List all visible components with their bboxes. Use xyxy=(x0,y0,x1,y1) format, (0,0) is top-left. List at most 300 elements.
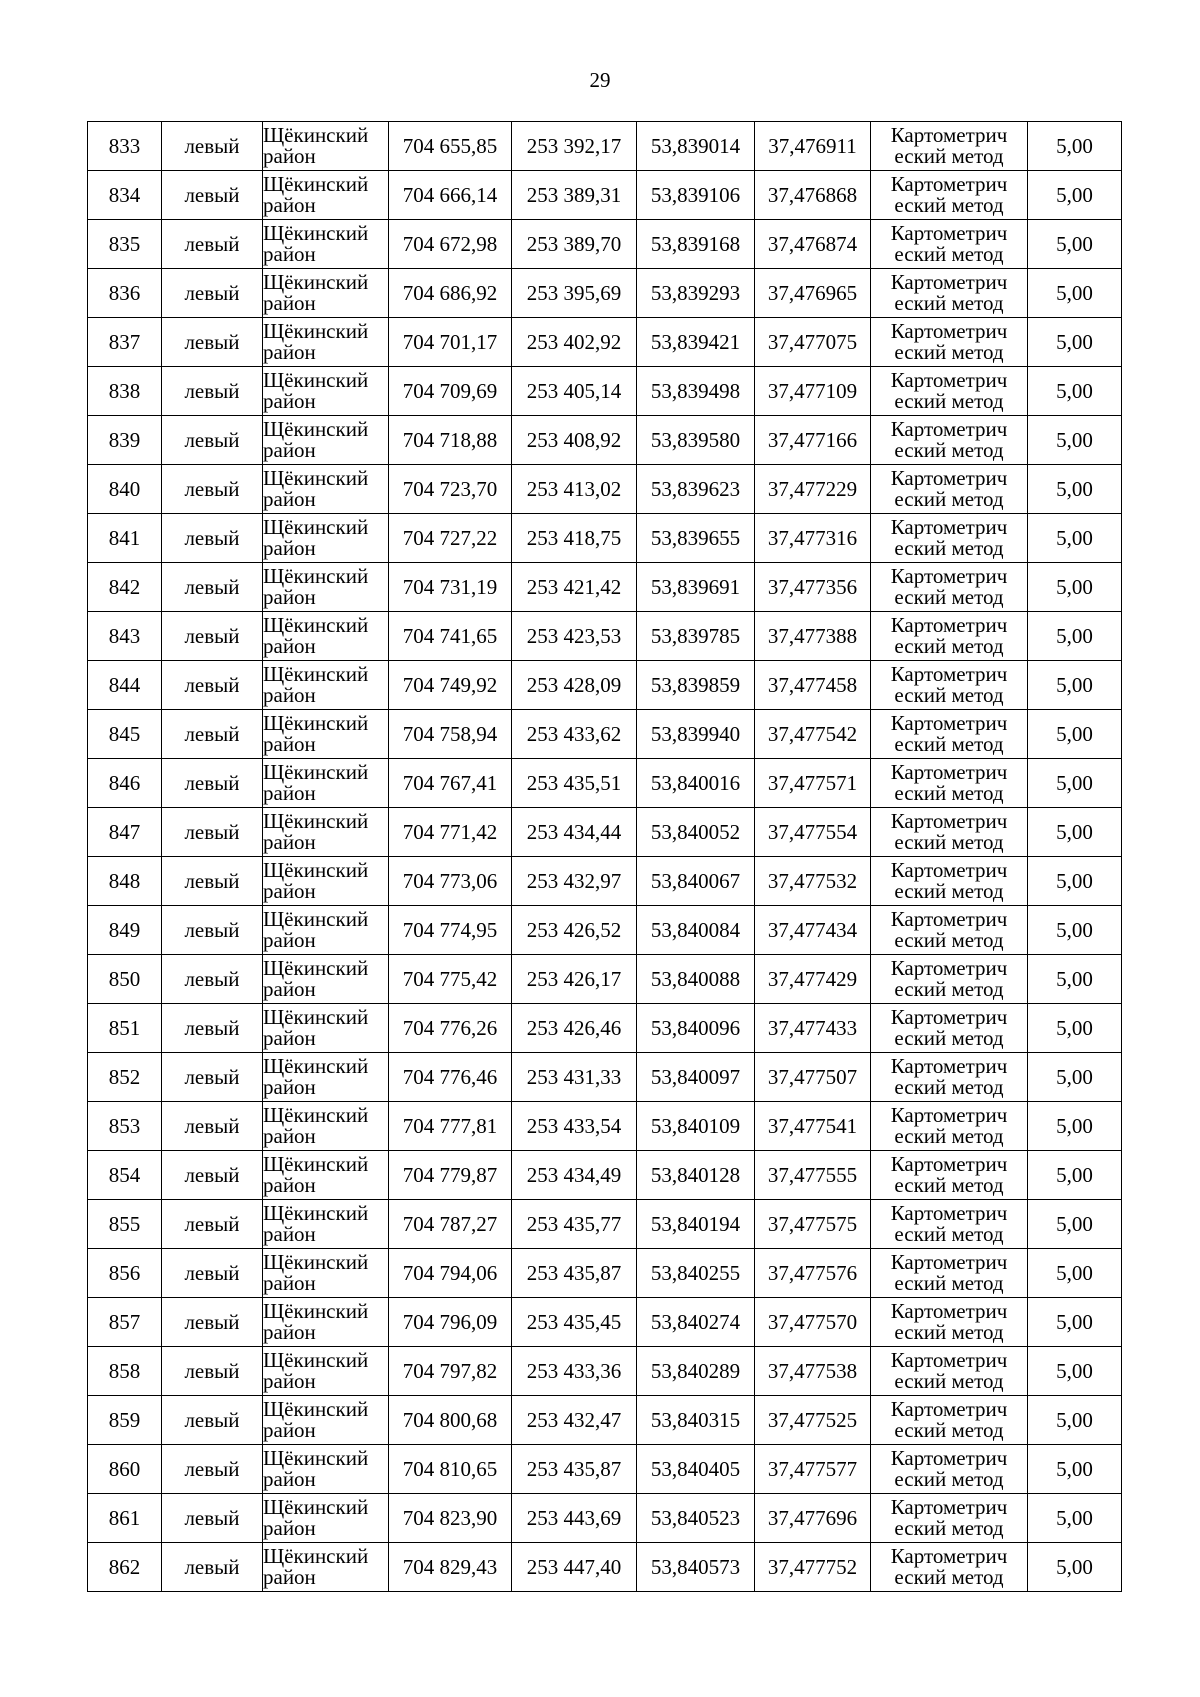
accuracy-cell: 5,00 xyxy=(1028,1494,1122,1543)
district-cell xyxy=(263,759,389,808)
y-coordinate-cell: 253 432,47 xyxy=(512,1396,637,1445)
district-line-2: район xyxy=(263,1565,316,1589)
y-coordinate-cell: 253 435,77 xyxy=(512,1200,637,1249)
table-row xyxy=(88,710,1122,759)
latitude-cell: 53,840088 xyxy=(637,955,755,1004)
table-row xyxy=(88,514,1122,563)
table-row xyxy=(88,906,1122,955)
longitude-cell: 37,477507 xyxy=(755,1053,871,1102)
method-cell xyxy=(871,1053,1028,1102)
method-cell xyxy=(871,808,1028,857)
point-number-cell: 860 xyxy=(88,1445,162,1494)
district-line-1: Щёкинский xyxy=(263,1299,369,1323)
latitude-cell: 53,840128 xyxy=(637,1151,755,1200)
point-number-cell: 841 xyxy=(88,514,162,563)
district-line-2: район xyxy=(263,585,316,609)
method-line-2: еский метод xyxy=(894,1271,1004,1295)
method-line-2: еский метод xyxy=(894,438,1004,462)
latitude-cell: 53,840109 xyxy=(637,1102,755,1151)
longitude-cell: 37,477575 xyxy=(755,1200,871,1249)
method-cell xyxy=(871,955,1028,1004)
district-line-2: район xyxy=(263,1418,316,1442)
method-line-2: еский метод xyxy=(894,879,1004,903)
method-line-2: еский метод xyxy=(894,340,1004,364)
table-row xyxy=(88,1151,1122,1200)
district-cell xyxy=(263,269,389,318)
bank-side-cell: левый xyxy=(162,171,263,220)
point-number-cell: 836 xyxy=(88,269,162,318)
method-cell xyxy=(871,220,1028,269)
point-number-cell: 853 xyxy=(88,1102,162,1151)
bank-side-cell: левый xyxy=(162,1494,263,1543)
y-coordinate-cell: 253 433,62 xyxy=(512,710,637,759)
district-line-2: район xyxy=(263,683,316,707)
bank-side-cell: левый xyxy=(162,808,263,857)
table-row xyxy=(88,1396,1122,1445)
x-coordinate-cell: 704 749,92 xyxy=(389,661,512,710)
method-line-1: Картометрич xyxy=(890,809,1008,833)
point-number-cell: 854 xyxy=(88,1151,162,1200)
method-line-2: еский метод xyxy=(894,144,1004,168)
method-cell xyxy=(871,1249,1028,1298)
latitude-cell: 53,839785 xyxy=(637,612,755,661)
x-coordinate-cell: 704 731,19 xyxy=(389,563,512,612)
method-line-2: еский метод xyxy=(894,536,1004,560)
latitude-cell: 53,840315 xyxy=(637,1396,755,1445)
x-coordinate-cell: 704 773,06 xyxy=(389,857,512,906)
method-line-1: Картометрич xyxy=(890,613,1008,637)
table-row xyxy=(88,220,1122,269)
method-line-1: Картометрич xyxy=(890,515,1008,539)
district-cell xyxy=(263,1396,389,1445)
district-line-2: район xyxy=(263,1369,316,1393)
method-line-1: Картометрич xyxy=(890,1005,1008,1029)
bank-side-cell: левый xyxy=(162,465,263,514)
bank-side-cell: левый xyxy=(162,661,263,710)
x-coordinate-cell: 704 797,82 xyxy=(389,1347,512,1396)
method-line-1: Картометрич xyxy=(890,1495,1008,1519)
accuracy-cell: 5,00 xyxy=(1028,1004,1122,1053)
point-number-cell: 837 xyxy=(88,318,162,367)
latitude-cell: 53,840097 xyxy=(637,1053,755,1102)
method-line-2: еский метод xyxy=(894,1516,1004,1540)
bank-side-cell: левый xyxy=(162,514,263,563)
district-line-1: Щёкинский xyxy=(263,1250,369,1274)
method-line-1: Картометрич xyxy=(890,319,1008,343)
method-cell xyxy=(871,1543,1028,1592)
latitude-cell: 53,839580 xyxy=(637,416,755,465)
longitude-cell: 37,476911 xyxy=(755,122,871,171)
y-coordinate-cell: 253 389,31 xyxy=(512,171,637,220)
district-line-1: Щёкинский xyxy=(263,1103,369,1127)
bank-side-cell: левый xyxy=(162,1298,263,1347)
accuracy-cell: 5,00 xyxy=(1028,808,1122,857)
district-cell xyxy=(263,710,389,759)
point-number-cell: 835 xyxy=(88,220,162,269)
x-coordinate-cell: 704 779,87 xyxy=(389,1151,512,1200)
point-number-cell: 833 xyxy=(88,122,162,171)
method-line-2: еский метод xyxy=(894,732,1004,756)
y-coordinate-cell: 253 433,36 xyxy=(512,1347,637,1396)
accuracy-cell: 5,00 xyxy=(1028,1445,1122,1494)
district-cell xyxy=(263,661,389,710)
longitude-cell: 37,477555 xyxy=(755,1151,871,1200)
x-coordinate-cell: 704 758,94 xyxy=(389,710,512,759)
x-coordinate-cell: 704 796,09 xyxy=(389,1298,512,1347)
district-line-2: район xyxy=(263,928,316,952)
latitude-cell: 53,840084 xyxy=(637,906,755,955)
method-cell xyxy=(871,1004,1028,1053)
longitude-cell: 37,477229 xyxy=(755,465,871,514)
accuracy-cell: 5,00 xyxy=(1028,710,1122,759)
bank-side-cell: левый xyxy=(162,759,263,808)
district-line-2: район xyxy=(263,1320,316,1344)
district-line-2: район xyxy=(263,291,316,315)
district-cell xyxy=(263,122,389,171)
longitude-cell: 37,477075 xyxy=(755,318,871,367)
accuracy-cell: 5,00 xyxy=(1028,1053,1122,1102)
table-row xyxy=(88,1249,1122,1298)
method-line-2: еский метод xyxy=(894,1222,1004,1246)
method-line-2: еский метод xyxy=(894,928,1004,952)
method-line-1: Картометрич xyxy=(890,123,1008,147)
y-coordinate-cell: 253 413,02 xyxy=(512,465,637,514)
method-line-2: еский метод xyxy=(894,977,1004,1001)
latitude-cell: 53,839498 xyxy=(637,367,755,416)
method-cell xyxy=(871,1347,1028,1396)
district-cell xyxy=(263,612,389,661)
y-coordinate-cell: 253 432,97 xyxy=(512,857,637,906)
longitude-cell: 37,476874 xyxy=(755,220,871,269)
longitude-cell: 37,477109 xyxy=(755,367,871,416)
district-line-2: район xyxy=(263,781,316,805)
district-line-2: район xyxy=(263,438,316,462)
point-number-cell: 861 xyxy=(88,1494,162,1543)
district-cell xyxy=(263,857,389,906)
accuracy-cell: 5,00 xyxy=(1028,906,1122,955)
point-number-cell: 840 xyxy=(88,465,162,514)
district-line-1: Щёкинский xyxy=(263,515,369,539)
bank-side-cell: левый xyxy=(162,563,263,612)
method-line-1: Картометрич xyxy=(890,1348,1008,1372)
bank-side-cell: левый xyxy=(162,1347,263,1396)
method-line-1: Картометрич xyxy=(890,907,1008,931)
bank-side-cell: левый xyxy=(162,1200,263,1249)
latitude-cell: 53,840194 xyxy=(637,1200,755,1249)
accuracy-cell: 5,00 xyxy=(1028,269,1122,318)
district-cell xyxy=(263,1004,389,1053)
method-cell xyxy=(871,367,1028,416)
table-row xyxy=(88,465,1122,514)
longitude-cell: 37,476965 xyxy=(755,269,871,318)
district-line-1: Щёкинский xyxy=(263,123,369,147)
table-row xyxy=(88,1200,1122,1249)
accuracy-cell: 5,00 xyxy=(1028,857,1122,906)
district-line-2: район xyxy=(263,1271,316,1295)
method-line-1: Картометрич xyxy=(890,1397,1008,1421)
point-number-cell: 844 xyxy=(88,661,162,710)
district-line-1: Щёкинский xyxy=(263,1054,369,1078)
table-row xyxy=(88,171,1122,220)
district-line-2: район xyxy=(263,830,316,854)
longitude-cell: 37,477542 xyxy=(755,710,871,759)
x-coordinate-cell: 704 727,22 xyxy=(389,514,512,563)
x-coordinate-cell: 704 777,81 xyxy=(389,1102,512,1151)
longitude-cell: 37,477696 xyxy=(755,1494,871,1543)
bank-side-cell: левый xyxy=(162,1249,263,1298)
latitude-cell: 53,839014 xyxy=(637,122,755,171)
x-coordinate-cell: 704 800,68 xyxy=(389,1396,512,1445)
bank-side-cell: левый xyxy=(162,1543,263,1592)
method-cell xyxy=(871,710,1028,759)
district-line-2: район xyxy=(263,879,316,903)
district-line-1: Щёкинский xyxy=(263,662,369,686)
table-row xyxy=(88,1053,1122,1102)
page-number: 29 xyxy=(589,68,611,92)
accuracy-cell: 5,00 xyxy=(1028,416,1122,465)
district-cell xyxy=(263,808,389,857)
latitude-cell: 53,839106 xyxy=(637,171,755,220)
district-line-2: район xyxy=(263,634,316,658)
y-coordinate-cell: 253 426,46 xyxy=(512,1004,637,1053)
district-line-2: район xyxy=(263,1467,316,1491)
method-line-2: еский метод xyxy=(894,193,1004,217)
x-coordinate-cell: 704 823,90 xyxy=(389,1494,512,1543)
method-cell xyxy=(871,318,1028,367)
longitude-cell: 37,477433 xyxy=(755,1004,871,1053)
bank-side-cell: левый xyxy=(162,857,263,906)
method-line-1: Картометрич xyxy=(890,662,1008,686)
bank-side-cell: левый xyxy=(162,710,263,759)
x-coordinate-cell: 704 787,27 xyxy=(389,1200,512,1249)
method-line-2: еский метод xyxy=(894,585,1004,609)
accuracy-cell: 5,00 xyxy=(1028,1543,1122,1592)
district-cell xyxy=(263,367,389,416)
point-number-cell: 856 xyxy=(88,1249,162,1298)
bank-side-cell: левый xyxy=(162,1445,263,1494)
bank-side-cell: левый xyxy=(162,269,263,318)
latitude-cell: 53,840016 xyxy=(637,759,755,808)
point-number-cell: 838 xyxy=(88,367,162,416)
longitude-cell: 37,477388 xyxy=(755,612,871,661)
district-cell xyxy=(263,1494,389,1543)
table-row xyxy=(88,1494,1122,1543)
district-cell xyxy=(263,1200,389,1249)
bank-side-cell: левый xyxy=(162,1396,263,1445)
table-row xyxy=(88,563,1122,612)
method-line-1: Картометрич xyxy=(890,1201,1008,1225)
longitude-cell: 37,477576 xyxy=(755,1249,871,1298)
table-row xyxy=(88,955,1122,1004)
y-coordinate-cell: 253 435,87 xyxy=(512,1445,637,1494)
method-cell xyxy=(871,1298,1028,1347)
method-line-2: еский метод xyxy=(894,634,1004,658)
method-line-1: Картометрич xyxy=(890,221,1008,245)
x-coordinate-cell: 704 723,70 xyxy=(389,465,512,514)
method-line-1: Картометрич xyxy=(890,564,1008,588)
table-row xyxy=(88,759,1122,808)
district-line-1: Щёкинский xyxy=(263,1544,369,1568)
district-line-1: Щёкинский xyxy=(263,172,369,196)
x-coordinate-cell: 704 776,26 xyxy=(389,1004,512,1053)
district-line-2: район xyxy=(263,1124,316,1148)
district-line-1: Щёкинский xyxy=(263,613,369,637)
bank-side-cell: левый xyxy=(162,1102,263,1151)
district-line-2: район xyxy=(263,536,316,560)
accuracy-cell: 5,00 xyxy=(1028,367,1122,416)
bank-side-cell: левый xyxy=(162,318,263,367)
method-line-1: Картометрич xyxy=(890,417,1008,441)
bank-side-cell: левый xyxy=(162,122,263,171)
method-line-2: еский метод xyxy=(894,781,1004,805)
district-line-1: Щёкинский xyxy=(263,319,369,343)
longitude-cell: 37,477554 xyxy=(755,808,871,857)
district-cell xyxy=(263,1445,389,1494)
longitude-cell: 37,477752 xyxy=(755,1543,871,1592)
point-number-cell: 852 xyxy=(88,1053,162,1102)
latitude-cell: 53,840255 xyxy=(637,1249,755,1298)
method-cell xyxy=(871,1445,1028,1494)
point-number-cell: 839 xyxy=(88,416,162,465)
method-line-1: Картометрич xyxy=(890,270,1008,294)
district-cell xyxy=(263,1102,389,1151)
bank-side-cell: левый xyxy=(162,367,263,416)
method-line-1: Картометрич xyxy=(890,1250,1008,1274)
method-line-2: еский метод xyxy=(894,1124,1004,1148)
accuracy-cell: 5,00 xyxy=(1028,1200,1122,1249)
x-coordinate-cell: 704 655,85 xyxy=(389,122,512,171)
longitude-cell: 37,477429 xyxy=(755,955,871,1004)
y-coordinate-cell: 253 435,51 xyxy=(512,759,637,808)
point-number-cell: 842 xyxy=(88,563,162,612)
longitude-cell: 37,477570 xyxy=(755,1298,871,1347)
table-row xyxy=(88,1445,1122,1494)
y-coordinate-cell: 253 426,17 xyxy=(512,955,637,1004)
table-row xyxy=(88,1347,1122,1396)
latitude-cell: 53,840405 xyxy=(637,1445,755,1494)
accuracy-cell: 5,00 xyxy=(1028,1102,1122,1151)
y-coordinate-cell: 253 434,49 xyxy=(512,1151,637,1200)
bank-side-cell: левый xyxy=(162,1053,263,1102)
district-line-1: Щёкинский xyxy=(263,907,369,931)
point-number-cell: 851 xyxy=(88,1004,162,1053)
latitude-cell: 53,839293 xyxy=(637,269,755,318)
district-cell xyxy=(263,1298,389,1347)
method-line-1: Картометрич xyxy=(890,1544,1008,1568)
y-coordinate-cell: 253 423,53 xyxy=(512,612,637,661)
district-cell xyxy=(263,1543,389,1592)
table-row xyxy=(88,1543,1122,1592)
method-line-1: Картометрич xyxy=(890,956,1008,980)
bank-side-cell: левый xyxy=(162,955,263,1004)
method-cell xyxy=(871,1102,1028,1151)
method-line-2: еский метод xyxy=(894,1026,1004,1050)
district-line-2: район xyxy=(263,193,316,217)
method-line-2: еский метод xyxy=(894,1418,1004,1442)
longitude-cell: 37,477525 xyxy=(755,1396,871,1445)
district-line-2: район xyxy=(263,1173,316,1197)
point-number-cell: 843 xyxy=(88,612,162,661)
method-line-2: еский метод xyxy=(894,1075,1004,1099)
bank-side-cell: левый xyxy=(162,416,263,465)
y-coordinate-cell: 253 435,45 xyxy=(512,1298,637,1347)
longitude-cell: 37,477571 xyxy=(755,759,871,808)
table-row xyxy=(88,416,1122,465)
method-cell xyxy=(871,465,1028,514)
latitude-cell: 53,840067 xyxy=(637,857,755,906)
district-line-2: район xyxy=(263,242,316,266)
district-line-2: район xyxy=(263,977,316,1001)
district-line-1: Щёкинский xyxy=(263,1348,369,1372)
district-line-1: Щёкинский xyxy=(263,466,369,490)
longitude-cell: 37,477356 xyxy=(755,563,871,612)
method-cell xyxy=(871,906,1028,955)
district-line-2: район xyxy=(263,1075,316,1099)
y-coordinate-cell: 253 435,87 xyxy=(512,1249,637,1298)
y-coordinate-cell: 253 408,92 xyxy=(512,416,637,465)
longitude-cell: 37,477434 xyxy=(755,906,871,955)
x-coordinate-cell: 704 666,14 xyxy=(389,171,512,220)
x-coordinate-cell: 704 775,42 xyxy=(389,955,512,1004)
accuracy-cell: 5,00 xyxy=(1028,1347,1122,1396)
y-coordinate-cell: 253 421,42 xyxy=(512,563,637,612)
method-line-2: еский метод xyxy=(894,1369,1004,1393)
district-line-1: Щёкинский xyxy=(263,1397,369,1421)
y-coordinate-cell: 253 434,44 xyxy=(512,808,637,857)
latitude-cell: 53,839691 xyxy=(637,563,755,612)
district-cell xyxy=(263,1151,389,1200)
method-line-2: еский метод xyxy=(894,683,1004,707)
accuracy-cell: 5,00 xyxy=(1028,220,1122,269)
x-coordinate-cell: 704 774,95 xyxy=(389,906,512,955)
method-cell xyxy=(871,857,1028,906)
longitude-cell: 37,477577 xyxy=(755,1445,871,1494)
latitude-cell: 53,840289 xyxy=(637,1347,755,1396)
bank-side-cell: левый xyxy=(162,612,263,661)
accuracy-cell: 5,00 xyxy=(1028,1298,1122,1347)
district-line-1: Щёкинский xyxy=(263,711,369,735)
method-line-2: еский метод xyxy=(894,487,1004,511)
x-coordinate-cell: 704 794,06 xyxy=(389,1249,512,1298)
accuracy-cell: 5,00 xyxy=(1028,759,1122,808)
district-cell xyxy=(263,1053,389,1102)
latitude-cell: 53,839168 xyxy=(637,220,755,269)
district-line-1: Щёкинский xyxy=(263,1152,369,1176)
longitude-cell: 37,477538 xyxy=(755,1347,871,1396)
accuracy-cell: 5,00 xyxy=(1028,318,1122,367)
method-line-1: Картометрич xyxy=(890,711,1008,735)
district-line-1: Щёкинский xyxy=(263,956,369,980)
accuracy-cell: 5,00 xyxy=(1028,1396,1122,1445)
district-line-1: Щёкинский xyxy=(263,1201,369,1225)
method-line-2: еский метод xyxy=(894,1173,1004,1197)
bank-side-cell: левый xyxy=(162,906,263,955)
method-cell xyxy=(871,514,1028,563)
method-line-2: еский метод xyxy=(894,1467,1004,1491)
method-line-2: еский метод xyxy=(894,1565,1004,1589)
point-number-cell: 846 xyxy=(88,759,162,808)
longitude-cell: 37,477541 xyxy=(755,1102,871,1151)
latitude-cell: 53,840573 xyxy=(637,1543,755,1592)
y-coordinate-cell: 253 392,17 xyxy=(512,122,637,171)
latitude-cell: 53,839940 xyxy=(637,710,755,759)
district-line-1: Щёкинский xyxy=(263,564,369,588)
table-row xyxy=(88,1298,1122,1347)
latitude-cell: 53,840096 xyxy=(637,1004,755,1053)
longitude-cell: 37,477532 xyxy=(755,857,871,906)
district-line-1: Щёкинский xyxy=(263,221,369,245)
latitude-cell: 53,839859 xyxy=(637,661,755,710)
